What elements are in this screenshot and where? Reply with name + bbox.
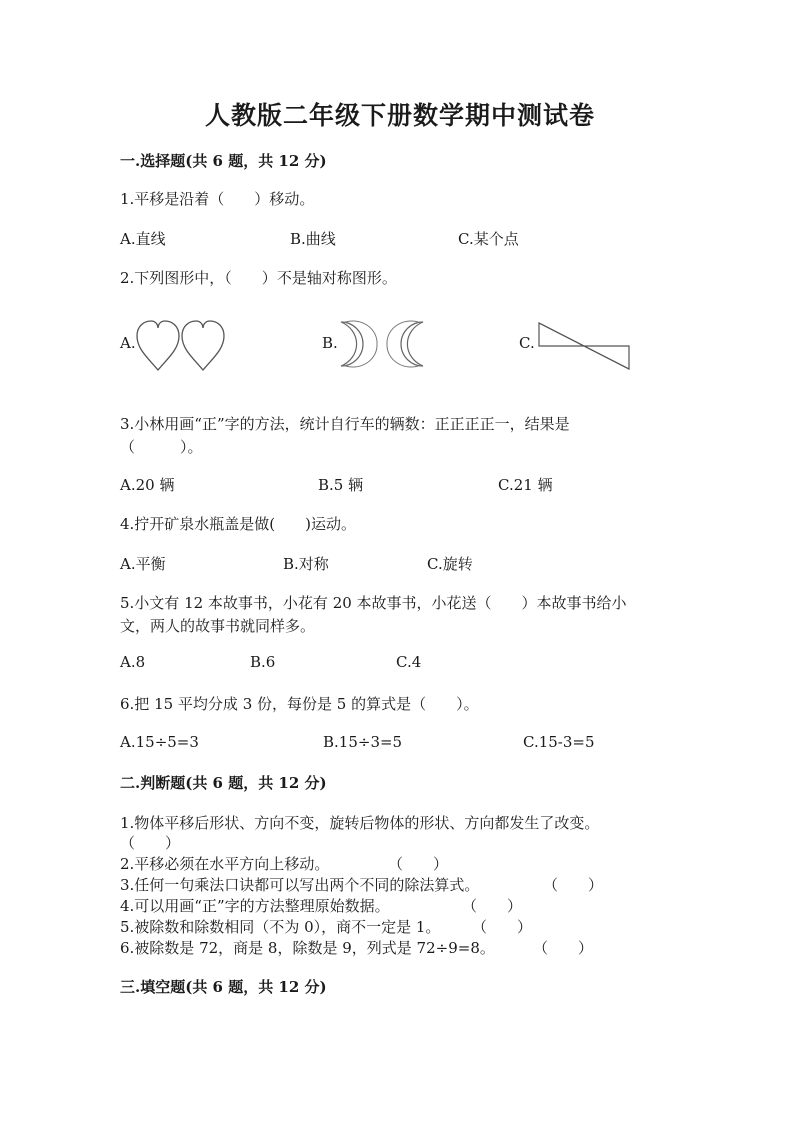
parallelogram-triangles-figure bbox=[535, 320, 635, 372]
tf-item-6-paren: （ ） bbox=[533, 939, 594, 957]
question-4-option-b: B.对称 bbox=[283, 555, 329, 573]
question-1-option-a: A.直线 bbox=[120, 230, 166, 248]
question-3-line-1: 3.小林用画“正”字的方法，统计自行车的辆数：正正正正一，结果是 bbox=[120, 415, 570, 433]
tf-item-5: 5.被除数和除数相同（不为 0），商不一定是 1。 bbox=[120, 918, 441, 936]
tf-item-4-paren: （ ） bbox=[462, 897, 523, 915]
tf-item-2-paren: （ ） bbox=[388, 855, 449, 873]
question-5-option-b: B.6 bbox=[250, 653, 276, 671]
tf-item-2: 2.平移必须在水平方向上移动。 bbox=[120, 855, 330, 873]
question-4: 4.拧开矿泉水瓶盖是做( )运动。 bbox=[120, 515, 357, 533]
question-2-option-c: C. bbox=[519, 334, 535, 352]
section-heading-fill-blank: 三.填空题(共 6 题，共 12 分) bbox=[120, 978, 327, 996]
tf-item-5-paren: （ ） bbox=[472, 918, 533, 936]
section-heading-true-false: 二.判断题(共 6 题，共 12 分) bbox=[120, 774, 327, 792]
question-3-option-a: A.20 辆 bbox=[120, 476, 175, 494]
question-1-option-c: C.某个点 bbox=[458, 230, 519, 248]
question-5-option-c: C.4 bbox=[396, 653, 422, 671]
question-5-option-a: A.8 bbox=[120, 653, 146, 671]
question-5-line-2: 文，两人的故事书就同样多。 bbox=[120, 617, 316, 635]
tf-item-6: 6.被除数是 72，商是 8，除数是 9，列式是 72÷9=8。 bbox=[120, 939, 495, 957]
question-6: 6.把 15 平均分成 3 份，每份是 5 的算式是（ ）。 bbox=[120, 695, 479, 713]
section-heading-choice: 一.选择题(共 6 题，共 12 分) bbox=[120, 152, 327, 170]
question-3-option-c: C.21 辆 bbox=[498, 476, 553, 494]
question-1: 1.平移是沿着（ ）移动。 bbox=[120, 190, 315, 208]
question-2: 2.下列图形中，（ ）不是轴对称图形。 bbox=[120, 269, 397, 287]
question-1-option-b: B.曲线 bbox=[290, 230, 336, 248]
question-4-option-a: A.平衡 bbox=[120, 555, 166, 573]
tf-item-3-paren: （ ） bbox=[543, 876, 604, 894]
two-hearts-figure bbox=[134, 318, 230, 372]
question-6-option-a: A.15÷5=3 bbox=[120, 733, 199, 751]
page-title: 人教版二年级下册数学期中测试卷 bbox=[204, 101, 595, 130]
question-3-option-b: B.5 辆 bbox=[318, 476, 364, 494]
question-3-line-2: （ ）。 bbox=[120, 438, 203, 456]
question-2-option-a: A. bbox=[120, 334, 136, 352]
question-2-option-b: B. bbox=[322, 334, 338, 352]
tf-item-3: 3.任何一句乘法口诀都可以写出两个不同的除法算式。 bbox=[120, 876, 480, 894]
tf-item-1-paren: （ ） bbox=[120, 834, 181, 852]
tf-item-4: 4.可以用画“正”字的方法整理原始数据。 bbox=[120, 897, 390, 915]
question-6-option-c: C.15-3=5 bbox=[523, 733, 595, 751]
question-4-option-c: C.旋转 bbox=[427, 555, 473, 573]
question-5-line-1: 5.小文有 12 本故事书，小花有 20 本故事书，小花送（ ）本故事书给小 bbox=[120, 594, 627, 612]
tf-item-1-line-1: 1.物体平移后形状、方向不变，旋转后物体的形状、方向都发生了改变。 bbox=[120, 814, 600, 832]
question-6-option-b: B.15÷3=5 bbox=[323, 733, 403, 751]
crescent-moons-figure bbox=[337, 318, 427, 370]
